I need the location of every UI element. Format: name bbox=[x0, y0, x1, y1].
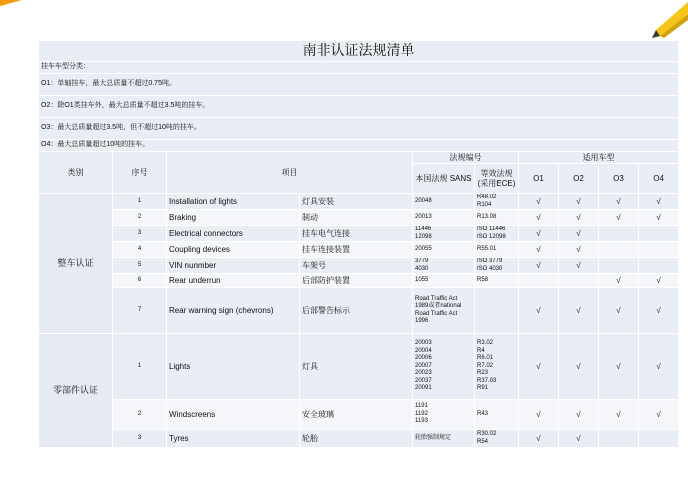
ece-code bbox=[475, 288, 519, 334]
o2-note: O2：除O1类挂车外，最大总质量不超过3.5吨的挂车。 bbox=[39, 96, 679, 118]
table-row bbox=[39, 210, 679, 226]
seq-cell: 4 bbox=[113, 242, 167, 258]
applicability-o2: √ bbox=[559, 242, 599, 258]
applicability-o2 bbox=[559, 274, 599, 288]
classification-note: 挂车车型分类： bbox=[39, 62, 679, 74]
item-english: Tyres bbox=[167, 430, 300, 448]
item-english: Installation of lights bbox=[167, 194, 300, 210]
table-row bbox=[39, 194, 679, 210]
ece-code: ISO 11446 ISO 12098 bbox=[475, 226, 519, 242]
applicability-o3: √ bbox=[599, 210, 639, 226]
applicability-o2: √ bbox=[559, 226, 599, 242]
sans-code: 20048 bbox=[413, 194, 475, 210]
item-english: Rear underrun bbox=[167, 274, 300, 288]
sans-code: 1191 1192 1193 bbox=[413, 400, 475, 430]
o1-note: O1：单轴挂车，最大总质量不超过0.75吨。 bbox=[39, 74, 679, 96]
applicability-o3: √ bbox=[599, 274, 639, 288]
ece-code: R55.01 bbox=[475, 242, 519, 258]
ece-code: R13.08 bbox=[475, 210, 519, 226]
applicability-o2: √ bbox=[559, 400, 599, 430]
seq-cell: 3 bbox=[113, 226, 167, 242]
applicability-o3 bbox=[599, 226, 639, 242]
sans-code: 1055 bbox=[413, 274, 475, 288]
table-row bbox=[39, 288, 679, 334]
applicability-o1: √ bbox=[519, 334, 559, 400]
header-sans: 本国法规 SANS bbox=[413, 164, 475, 194]
item-english: Rear warning sign (chevrons) bbox=[167, 288, 300, 334]
applicability-o3 bbox=[599, 258, 639, 274]
applicability-o1: √ bbox=[519, 242, 559, 258]
item-chinese: 车架号 bbox=[300, 258, 413, 274]
item-english: Windscreens bbox=[167, 400, 300, 430]
category-cell: 整车认证 bbox=[39, 194, 113, 334]
applicability-o2: √ bbox=[559, 258, 599, 274]
item-chinese: 轮胎 bbox=[300, 430, 413, 448]
applicability-o1: √ bbox=[519, 226, 559, 242]
applicability-o3 bbox=[599, 242, 639, 258]
sans-code: 20003 20004 20006 20007 20023 20037 20091 bbox=[413, 334, 475, 400]
item-chinese: 后部警告标示 bbox=[300, 288, 413, 334]
applicability-o4 bbox=[639, 242, 679, 258]
applicability-o3: √ bbox=[599, 288, 639, 334]
applicability-o2: √ bbox=[559, 194, 599, 210]
table-row bbox=[39, 274, 679, 288]
seq-cell: 5 bbox=[113, 258, 167, 274]
table-row bbox=[39, 430, 679, 448]
seq-cell: 7 bbox=[113, 288, 167, 334]
table-row bbox=[39, 226, 679, 242]
applicability-o3: √ bbox=[599, 400, 639, 430]
item-chinese: 挂车电气连接 bbox=[300, 226, 413, 242]
sans-code: 20013 bbox=[413, 210, 475, 226]
seq-cell: 3 bbox=[113, 430, 167, 448]
applicability-o1: √ bbox=[519, 210, 559, 226]
header-ece: 等效法规 (采用ECE) bbox=[475, 164, 519, 194]
regulation-table bbox=[38, 40, 679, 448]
item-chinese: 灯具 bbox=[300, 334, 413, 400]
header-vehicle-type: 适用车型 bbox=[519, 152, 679, 164]
table-row bbox=[39, 400, 679, 430]
seq-cell: 1 bbox=[113, 334, 167, 400]
applicability-o3 bbox=[599, 430, 639, 448]
ece-code: R48.02 R104 bbox=[475, 194, 519, 210]
applicability-o4: √ bbox=[639, 194, 679, 210]
header-reg-code: 法规编号 bbox=[413, 152, 519, 164]
header-item: 项目 bbox=[167, 152, 413, 194]
item-english: VIN nunmber bbox=[167, 258, 300, 274]
applicability-o3: √ bbox=[599, 334, 639, 400]
applicability-o4: √ bbox=[639, 400, 679, 430]
applicability-o1: √ bbox=[519, 400, 559, 430]
item-chinese: 安全玻璃 bbox=[300, 400, 413, 430]
ece-code: R43 bbox=[475, 400, 519, 430]
corner-accent-left bbox=[0, 0, 22, 6]
category-cell: 零部件认证 bbox=[39, 334, 113, 448]
header-o4: O4 bbox=[639, 164, 679, 194]
sans-code: 11446 12098 bbox=[413, 226, 475, 242]
item-english: Coupling devices bbox=[167, 242, 300, 258]
item-english: Braking bbox=[167, 210, 300, 226]
item-english: Electrical connectors bbox=[167, 226, 300, 242]
applicability-o4: √ bbox=[639, 274, 679, 288]
sans-code: 20055 bbox=[413, 242, 475, 258]
applicability-o1: √ bbox=[519, 258, 559, 274]
applicability-o2: √ bbox=[559, 430, 599, 448]
applicability-o4: √ bbox=[639, 334, 679, 400]
seq-cell: 6 bbox=[113, 274, 167, 288]
header-o1: O1 bbox=[519, 164, 559, 194]
ece-code: R58 bbox=[475, 274, 519, 288]
item-chinese: 灯具安装 bbox=[300, 194, 413, 210]
applicability-o2: √ bbox=[559, 288, 599, 334]
regulation-sheet bbox=[38, 40, 678, 448]
table-row bbox=[39, 242, 679, 258]
header-o2: O2 bbox=[559, 164, 599, 194]
ece-code: ISO 3779 ISO 4030 bbox=[475, 258, 519, 274]
o4-note: O4：最大总质量超过10吨的挂车。 bbox=[39, 140, 679, 152]
pencil-decoration-icon bbox=[638, 0, 688, 40]
applicability-o1: √ bbox=[519, 288, 559, 334]
applicability-o4 bbox=[639, 226, 679, 242]
seq-cell: 1 bbox=[113, 194, 167, 210]
item-chinese: 制动 bbox=[300, 210, 413, 226]
applicability-o1: √ bbox=[519, 194, 559, 210]
applicability-o1: √ bbox=[519, 430, 559, 448]
sans-code: 轮胎强制规定 bbox=[413, 430, 475, 448]
applicability-o4 bbox=[639, 258, 679, 274]
sans-code: Road Traffic Act 1989或者national Road Traffic Act 1996 bbox=[413, 288, 475, 334]
table-row bbox=[39, 258, 679, 274]
ece-code: R30.02 R54 bbox=[475, 430, 519, 448]
ece-code: R3.02 R4 R6.01 R7.02 R23 R37.03 R91 bbox=[475, 334, 519, 400]
applicability-o3: √ bbox=[599, 194, 639, 210]
header-o3: O3 bbox=[599, 164, 639, 194]
table-row bbox=[39, 334, 679, 400]
applicability-o1 bbox=[519, 274, 559, 288]
seq-cell: 2 bbox=[113, 210, 167, 226]
sans-code: 3779 4030 bbox=[413, 258, 475, 274]
header-seq: 序号 bbox=[113, 152, 167, 194]
item-english: Lights bbox=[167, 334, 300, 400]
applicability-o4: √ bbox=[639, 288, 679, 334]
item-chinese: 挂车连接装置 bbox=[300, 242, 413, 258]
applicability-o2: √ bbox=[559, 210, 599, 226]
header-category: 类别 bbox=[39, 152, 113, 194]
item-chinese: 后部防护装置 bbox=[300, 274, 413, 288]
seq-cell: 2 bbox=[113, 400, 167, 430]
applicability-o4: √ bbox=[639, 210, 679, 226]
page-title: 南非认证法规清单 bbox=[39, 41, 679, 62]
applicability-o4 bbox=[639, 430, 679, 448]
o3-note: O3：最大总质量超过3.5吨，但不超过10吨的挂车。 bbox=[39, 118, 679, 140]
applicability-o2: √ bbox=[559, 334, 599, 400]
